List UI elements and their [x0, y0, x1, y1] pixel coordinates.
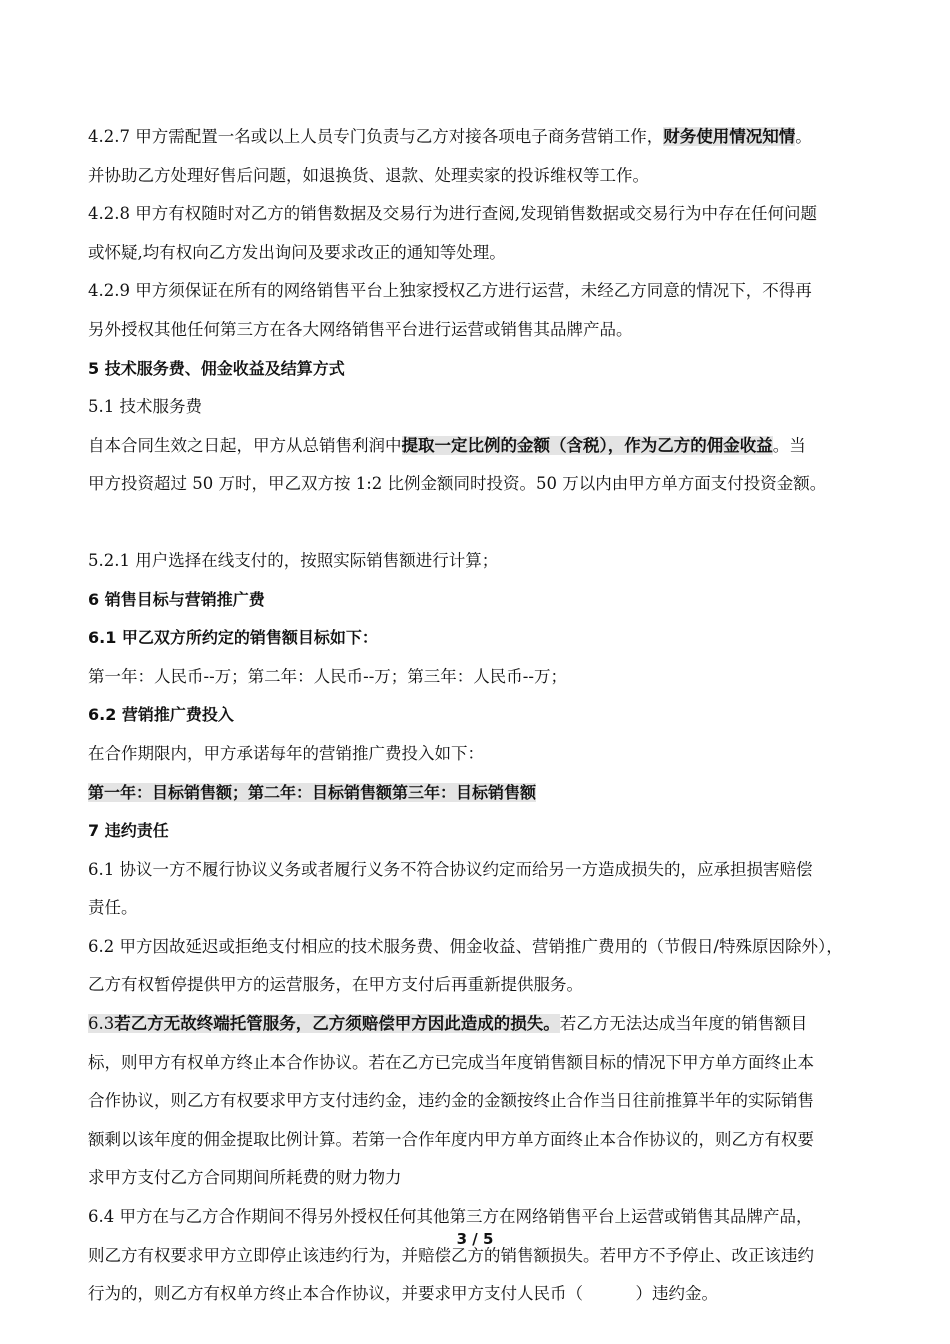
- subsection-5-1-title: 5.1 技术服务费: [88, 397, 202, 417]
- document-page: [88, 118, 868, 1314]
- clause-6-1-targets: 第一年：人民币--万；第二年：人民币--万；第三年：人民币--万；: [88, 666, 567, 686]
- clause-6-3-line3: 合作协议，则乙方有权要求甲方支付违约金，违约金的金额按终止合作当日往前推算半年的实际销售: [88, 1091, 814, 1111]
- clause-6-2b-line2: 乙方有权暂停提供甲方的运营服务，在甲方支付后再重新提供服务。: [88, 975, 583, 995]
- subsection-6-2-title: 6.2 营销推广费投入: [88, 705, 234, 725]
- clause-5-1-line1: 自本合同生效之日起，甲方从总销售利润中提取一定比例的金额（含税），作为乙方的佣金收益。当: [88, 435, 806, 455]
- clause-6-2-text: 在合作期限内，甲方承诺每年的营销推广费投入如下：: [88, 743, 484, 763]
- clause-6-3-line1: 6.3若乙方无故终端托管服务，乙方须赔偿甲方因此造成的损失。若乙方无法达成当年度的销售额目: [88, 1014, 808, 1034]
- clause-4-2-8-line2: 或怀疑,均有权向乙方发出询问及要求改正的通知等处理。: [88, 242, 506, 262]
- clause-4-2-9-line2: 另外授权其他任何第三方在各大网络销售平台进行运营或销售其品牌产品。: [88, 319, 633, 339]
- subsection-6-1-title: 6.1 甲乙双方所约定的销售额目标如下：: [88, 628, 378, 648]
- clause-6-4-line3: 行为的，则乙方有权单方终止本合作协议，并要求甲方支付人民币（ ）违约金。: [88, 1284, 718, 1304]
- clause-6-3-line4: 额剩以该年度的佣金提取比例计算。若第一合作年度内甲方单方面终止本合作协议的，则乙方有权要: [88, 1129, 814, 1149]
- clause-6-1b-line2: 责任。: [88, 898, 138, 918]
- section-6-heading: 6 销售目标与营销推广费: [88, 589, 265, 609]
- clause-5-1-line2: 甲方投资超过 50 万时，甲乙双方按 1:2 比例金额同时投资。50 万以内由甲方单方面支付投资金额。: [88, 474, 827, 494]
- clause-6-2b-line1: 6.2 甲方因故延迟或拒绝支付相应的技术服务费、佣金收益、营销推广费用的（节假日/特殊原因除外），: [88, 936, 843, 956]
- clause-6-4-line1: 6.4 甲方在与乙方合作期间不得另外授权任何其他第三方在网络销售平台上运营或销售其品牌产品，: [88, 1207, 813, 1227]
- clause-6-3-line2: 标，则甲方有权单方终止本合作协议。若在乙方已完成当年度销售额目标的情况下甲方单方面终止本: [88, 1052, 814, 1072]
- clause-5-2-1: 5.2.1 用户选择在线支付的，按照实际销售额进行计算；: [88, 550, 499, 570]
- clause-4-2-7-line1: 4.2.7 甲方需配置一名或以上人员专门负责与乙方对接各项电子商务营销工作，财务使用情况知情。: [88, 127, 812, 146]
- clause-6-4-line2: 则乙方有权要求甲方立即停止该违约行为，并赔偿乙方的销售额损失。若甲方不予停止、改正该违约: [88, 1245, 814, 1265]
- highlight-text: 第一年：目标销售额；第二年：目标销售额第三年：目标销售额: [88, 782, 537, 802]
- section-5-heading: 5 技术服务费、佣金收益及结算方式: [88, 358, 345, 378]
- section-7-heading: 7 违约责任: [88, 821, 169, 841]
- blank-line: [88, 504, 868, 542]
- clause-4-2-8-line1: 4.2.8 甲方有权随时对乙方的销售数据及交易行为进行查阅,发现销售数据或交易行为中存在任何问题: [88, 204, 817, 224]
- clause-6-1b-line1: 6.1 协议一方不履行协议义务或者履行义务不符合协议约定而给另一方造成损失的，应承担损害赔偿: [88, 859, 813, 879]
- clause-6-3-line5: 求甲方支付乙方合同期间所耗费的财力物力: [88, 1168, 402, 1188]
- highlight-text: 财务使用情况知情: [663, 127, 796, 146]
- highlight-text: 若乙方无故终端托管服务，乙方须赔偿甲方因此造成的损失。: [114, 1014, 560, 1034]
- highlight-text: 提取一定比例的金额（含税），作为乙方的佣金收益: [401, 435, 773, 455]
- page-number: 3 / 5: [456, 1230, 494, 1248]
- clause-6-2-targets: [88, 774, 868, 813]
- clause-4-2-9-line1: 4.2.9 甲方须保证在所有的网络销售平台上独家授权乙方进行运营，未经乙方同意的情况下，不得再: [88, 281, 812, 301]
- clause-4-2-7-line2: 并协助乙方处理好售后问题，如退换货、退款、处理卖家的投诉维权等工作。: [88, 165, 649, 185]
